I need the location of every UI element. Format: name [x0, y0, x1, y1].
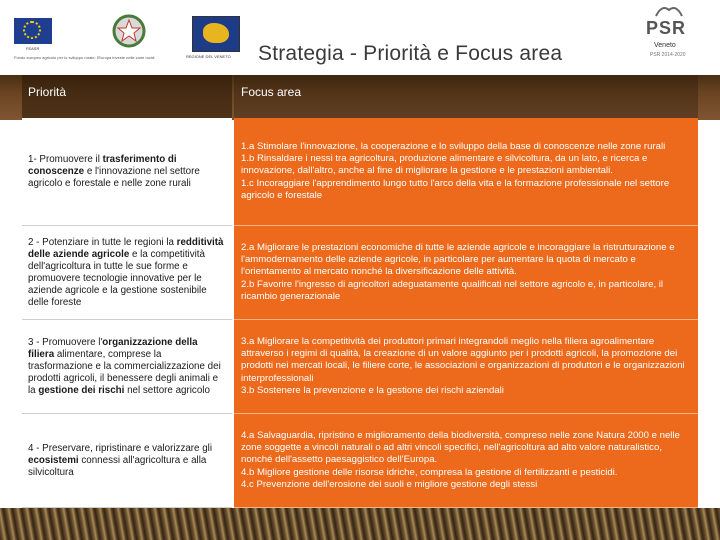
- priority-text: 4 - Preservare, ripristinare e valorizzare gli: [28, 442, 213, 454]
- focus-area-2b: 2.b Favorire l'ingresso di agricoltori adeguatamente qualificati nel settore agricolo e, in particolare, il ricambio generazionale: [241, 278, 664, 302]
- eu-flag-icon: [14, 18, 52, 44]
- priority-cell-4: [22, 414, 232, 508]
- focus-area-4b: 4.b Migliore gestione delle risorse idriche, compresa la gestione di fertilizzanti e pesticidi.: [241, 466, 618, 478]
- focus-area-1c: 1.c Incoraggiare l'apprendimento lungo tutto l'arco della vita e la formazione professionale nel settore agricolo e forestale: [241, 177, 670, 201]
- focus-cell-1: [234, 118, 698, 226]
- priority-keyword: ecosistemi: [28, 454, 79, 466]
- priority-cell-1: [22, 118, 232, 226]
- priority-text: 1- Promuovere il: [28, 153, 103, 165]
- focus-area-4c: 4.c Prevenzione dell'erosione dei suoli e migliore gestione degli stessi: [241, 478, 538, 490]
- regione-veneto-lion-icon: [192, 16, 240, 52]
- focus-area-4a: 4.a Salvaguardia, ripristino e miglioramento della biodiversità, compreso nelle zone Natura 2000 e nelle zone soggette a vincoli naturali o ad altri vincoli specifici, nell'agricoltura ad alto valore naturalistico, nonché dell'assetto paesaggistico dell'Europa.: [241, 429, 680, 466]
- footer-wheat-band: [0, 508, 720, 540]
- priority-keyword: organizzazione della filiera: [28, 336, 198, 360]
- regione-veneto-caption: REGIONE DEL VENETO: [186, 54, 231, 59]
- feasr-strip: Fondo europeo agricolo per lo sviluppo rurale: l'Europa investe nelle zone rurali: [14, 55, 155, 60]
- focus-area-2a: 2.a Migliorare le prestazioni economiche di tutte le aziende agricole e incoraggiare la ristrutturazione e l'ammodernamento delle aziende agricole, in particolare per aumentare la quota di mercato e l'orientamento al mercato nonché la diversificazione delle attività.: [241, 241, 675, 278]
- psr-region: Veneto: [654, 42, 676, 49]
- focus-cell-4: [234, 414, 698, 508]
- priority-text: nel settore agricolo: [124, 384, 210, 396]
- priority-keyword: trasferimento di conoscenze: [28, 153, 177, 177]
- priority-cell-2: [22, 226, 232, 320]
- focus-column-header: Focus area: [241, 85, 302, 99]
- priority-keyword: gestione dei rischi: [38, 384, 125, 396]
- focus-area-1a: 1.a Stimolare l'innovazione, la cooperazione e lo sviluppo della base di conoscenze nelle zone rurali: [241, 140, 666, 152]
- priority-column-header: Priorità: [28, 85, 67, 99]
- focus-area-3b: 3.b Sostenere la prevenzione e la gestione dei rischi aziendali: [241, 384, 504, 396]
- psr-logo: [640, 2, 708, 66]
- priority-text: e l'innovazione nel settore agricolo e forestale e nelle zone rurali: [28, 165, 200, 189]
- italian-emblem-icon: [110, 12, 148, 52]
- priority-cell-3: [22, 320, 232, 414]
- priority-text: e la competitività dell'agricoltura in tutte le sue forme e promuovere tecnologie innovative per le aziende agricole e la gestione sostenibile delle foreste: [28, 248, 207, 308]
- priority-text: 2 - Potenziare in tutte le regioni la: [28, 236, 177, 248]
- page-title: Strategia - Priorità e Focus area: [258, 42, 563, 65]
- focus-area-1b: 1.b Rinsaldare i nessi tra agricoltura, produzione alimentare e silvicoltura, da un lato, e ricerca e innovazione, dall'altro, anche al fine di migliorare la gestione e le prestazioni ambientali.: [241, 153, 648, 177]
- priority-text: 3 - Promuovere l': [28, 336, 103, 348]
- feasr-caption: FEASR: [26, 46, 40, 51]
- priority-text: connessi all'agricoltura e alla silvicoltura: [28, 454, 207, 478]
- focus-cell-3: [234, 320, 698, 414]
- priority-keyword: redditività delle aziende agricole: [28, 236, 224, 260]
- focus-header-cell: [234, 75, 698, 118]
- focus-cell-2: [234, 226, 698, 320]
- focus-area-3a: 3.a Migliorare la competitività dei produttori primari integrandoli meglio nella filiera agroalimentare attraverso i regimi di qualità, la creazione di un valore aggiunto per i prodotti agricoli, la promozione dei prodotti nei mercati locali, le filiere corte, le associazioni e organizzazioni di produttori e le organizzazioni interprofessionali: [241, 335, 685, 384]
- priority-text: alimentare, comprese la trasformazione e la commercializzazione dei prodotti agricoli, il benessere degli animali e la: [28, 348, 221, 396]
- psr-logo-text: PSR: [646, 18, 687, 38]
- slide-header: [0, 0, 720, 80]
- psr-years: PSR 2014-2020: [650, 52, 686, 58]
- psr-leaf-icon: [652, 4, 686, 18]
